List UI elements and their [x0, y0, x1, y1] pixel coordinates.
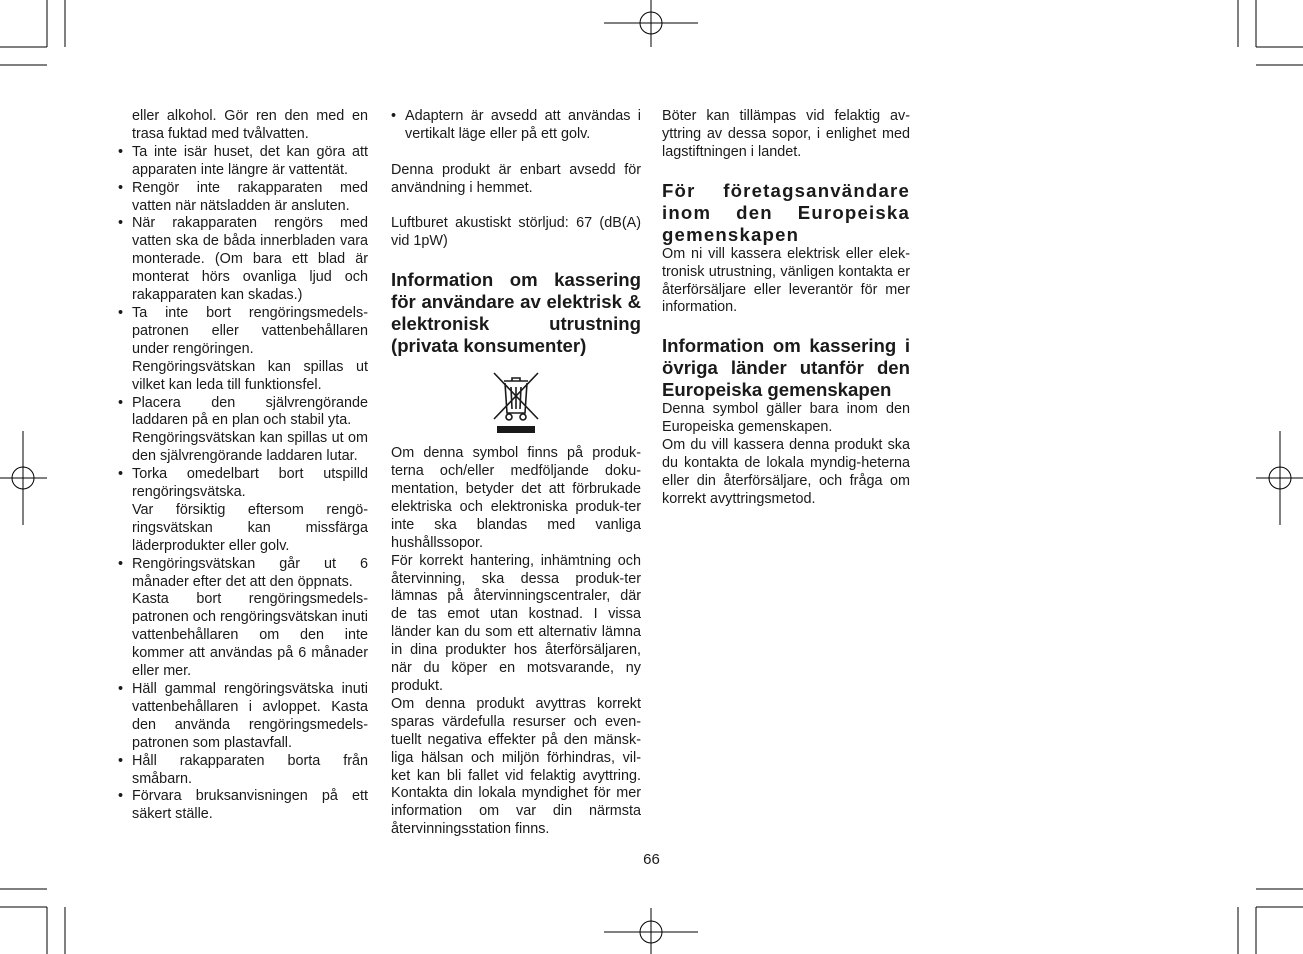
- column-1: [118, 108, 368, 824]
- list-item: [118, 466, 368, 556]
- list-item-subtext: Rengöringsvätskan kan spillas ut vilket kan leda till funktionsfel.: [132, 358, 368, 393]
- paragraph: För korrekt hantering, inhämtning och återvinning, ska dessa produk-ter lämnas på återvinningscentraler, där de tas emot utan kostnad. I vissa länder kan du som ett alternativ lämna in dina produkter hos återförsäljaren, när du köper en motsvarande, ny produkt.: [391, 552, 641, 694]
- safety-list: [118, 144, 368, 824]
- outside-eu-text: Denna symbol gäller bara inom den Europeiska gemenskapen.: [662, 401, 910, 436]
- list-item-text: Torka omedelbart bort utspilld rengöringsvätska.: [132, 466, 368, 501]
- adapter-list: [391, 108, 641, 144]
- list-item: • När rakapparaten rengörs med vatten ska de båda innerbladen vara monterade. (Om bara ett blad är monterat hörs ovanliga ljud och rakapparaten kan skadas.): [118, 215, 368, 305]
- list-item-text: Rengöringsvätskan går ut 6 månader efter det att den öppnats.: [132, 555, 368, 590]
- outside-eu-heading: Information om kassering i övriga länder utanför den Europeiska gemenskapen: [662, 335, 910, 401]
- noise-text: Luftburet akustiskt störljud: 67 (dB(A) vid 1pW): [391, 215, 641, 250]
- list-item: • Ta inte isär huset, det kan göra att apparaten inte längre är vattentät.: [118, 144, 368, 180]
- business-heading: För företagsanvändare inom den Europeiska gemenskapen: [662, 179, 910, 245]
- list-item: • Häll gammal rengöringsvätska inuti vattenbehållaren i avloppet. Kasta den använda rengöringsmedels-patronen som plastavfall.: [118, 681, 368, 753]
- list-item: • Förvara bruksanvisningen på ett säkert ställe.: [118, 788, 368, 824]
- page-number: 66: [643, 851, 660, 868]
- list-item: [118, 556, 368, 681]
- list-item-text: Placera den självrengörande laddaren på en plan och stabil yta.: [132, 394, 368, 429]
- list-item-text: Ta inte bort rengöringsmedels-patronen eller vattenbehållaren under rengöringen.: [132, 304, 368, 357]
- fines-text: Böter kan tillämpas vid felaktig av-yttring av dessa sopor, i enlighet med lagstiftningen i landet.: [662, 108, 910, 160]
- crossed-out-wheelie-bin-icon: [490, 369, 542, 435]
- list-item: [118, 395, 368, 467]
- disposal-heading: Information om kassering för användare av elektrisk & elektronisk utrustning (privata konsumenter): [391, 269, 641, 357]
- paragraph: Om denna produkt avyttras korrekt sparas värdefulla resurser och even-tuellt negativa effekter på den mänsk-liga hälsan och miljön förhindras, vil-ket kan bli fallet vid felaktig avyttring. Kontakta din lokala myndighet för mer information om var din närmsta återvinningsstation finns.: [391, 695, 641, 838]
- list-item-subtext: Var försiktig eftersom rengö-ringsvätskan kan missfärga läderprodukter eller golv.: [132, 501, 368, 554]
- column-3: [662, 108, 910, 509]
- list-item: • Adaptern är avsedd att användas i vertikalt läge eller på ett golv.: [391, 108, 641, 144]
- list-item-subtext: Kasta bort rengöringsmedels-patronen och rengöringsvätskan inuti vattenbehållaren om den inte kommer att användas på 6 månader eller mer.: [132, 591, 368, 680]
- paragraph: Om denna symbol finns på produk-terna och/eller medföljande doku-mentation, betyder det att förbrukade elektriska och elektroniska produk-ter inte ska blandas med vanliga hushållssopor.: [391, 445, 641, 551]
- list-item: • Rengör inte rakapparaten med vatten när nätsladden är ansluten.: [118, 180, 368, 216]
- list-item: [118, 305, 368, 395]
- list-item: • Håll rakapparaten borta från småbarn.: [118, 753, 368, 789]
- list-item-subtext: Rengöringsvätskan kan spillas ut om den självrengörande laddaren lutar.: [132, 430, 368, 465]
- business-text: Om ni vill kassera elektrisk eller elek-tronisk utrustning, vänligen kontakta er återförsäljare eller leverantör för mer information.: [662, 245, 910, 316]
- column-2: [391, 108, 641, 839]
- continuation-text: eller alkohol. Gör ren den med en trasa fuktad med tvålvatten.: [132, 108, 368, 142]
- outside-eu-text: Om du vill kassera denna produkt ska du kontakta de lokala myndig-heterna eller din återförsäljare, och fråga om korrekt avyttringsmetod.: [662, 437, 910, 507]
- home-use-text: Denna produkt är enbart avsedd för användning i hemmet.: [391, 161, 641, 196]
